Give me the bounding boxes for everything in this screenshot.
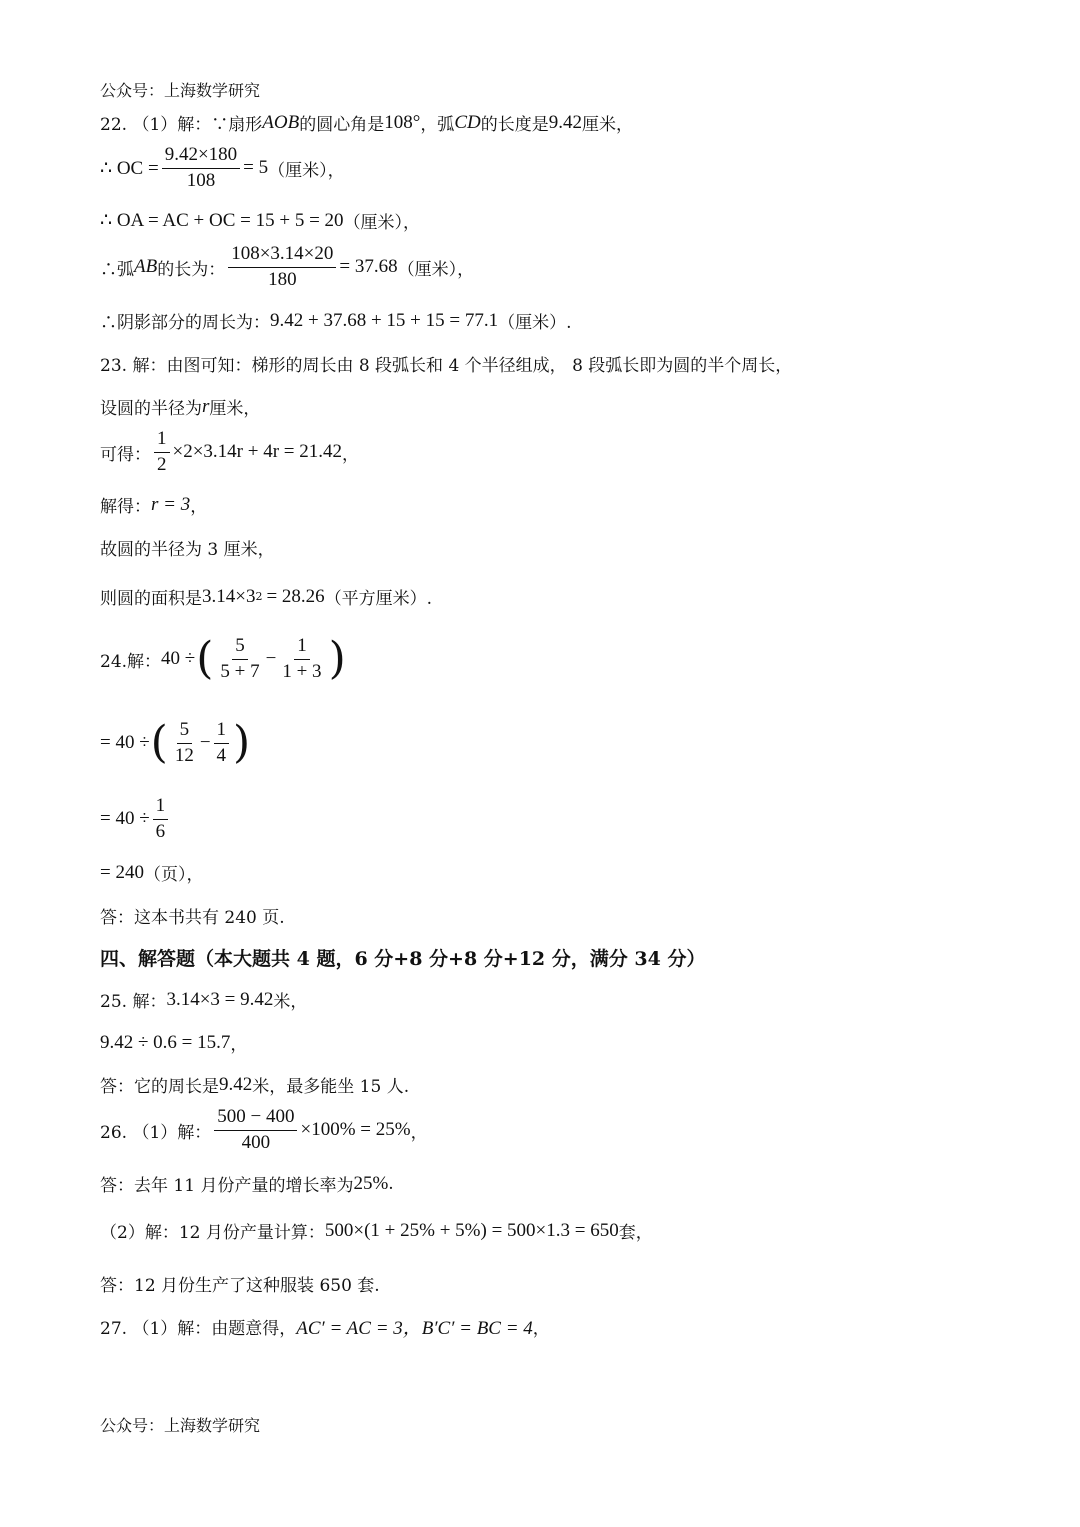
q27-line-1: 27. （1）解：由题意得， AC′ = AC = 3，B′C′ = BC = 4 ， (100, 1318, 550, 1339)
q26-line-2: 答：去年 11 月份产量的增长率为 25% . (100, 1172, 394, 1196)
q25-line-1: 25. 解： 3.14×3 = 9.42 米， (100, 988, 308, 1012)
q23-line-4: 解得： r = 3 ， (100, 493, 208, 517)
q22-line-3: ∴ OA = AC + OC = 15 + 5 = 20 （厘米）， (100, 210, 421, 233)
q24-line-3: = 40 ÷ $\frac{1}{6}$ (100, 795, 171, 844)
section-heading: 四、解答题（本大题共 4 题，6 分+8 分+8 分+12 分，满分 34 分） (100, 948, 706, 970)
q26-line-1: 26. （1）解： $\frac{500 - 400}{400}$ ×100% = 25% ， (100, 1106, 428, 1153)
q22-line-5: ∴阴影部分的周长为： 9.42 + 37.68 + 15 + 15 = 77.1 （厘米）. (100, 309, 572, 333)
page-footer: 公众号：上海数学研究 (100, 1416, 261, 1435)
q24-line-2: = 40 ÷ ( $\frac{5}{12}$ − $\frac{1}{4}$ ) (100, 717, 251, 769)
fraction: $\frac{5}{12}$ (174, 719, 194, 766)
q23-line-6: 则圆的面积是 3.14×3 2 = 28.26 （平方厘米）. (100, 585, 433, 609)
q22-line-4: ∴弧 AB 的长为： $\frac{108\times 3.14\times 20}{180}$ = 37.68 （厘米）， (100, 243, 475, 290)
q23-line-2: 设圆的半径为 r 厘米， (100, 395, 261, 419)
right-paren: ) (328, 633, 346, 685)
q23-line-3: 可得： $\frac{1}{2}$ ×2×3.14r + 4r = 21.42 ， (100, 428, 360, 475)
q22-line-1: 22. （1）解：∵扇形 AOB 的圆心角是 108° ，弧 CD 的长度是 9.42 厘米， (100, 111, 633, 135)
q22-line-2: ∴ OC = $\frac{9.42\times 180}{108}$ = 5 （厘米）， (100, 144, 345, 191)
fraction: $\frac{5}{5 + 7}$ (220, 635, 260, 682)
q24-line-1: 24.解： 40 ÷ ( $\frac{5}{5 + 7}$ − $\frac{1}{1 + 3}$ ) (100, 633, 346, 685)
q24-line-4: = 240 （页）， (100, 861, 204, 885)
fraction: $\frac{500 - 400}{400}$ (214, 1106, 297, 1155)
right-paren: ) (233, 717, 251, 769)
q23-line-5: 故圆的半径为 3 厘米， (100, 540, 275, 560)
page-header: 公众号：上海数学研究 (100, 81, 261, 100)
fraction: $\frac{108\times 3.14\times 20}{180}$ (228, 243, 336, 292)
left-paren: ( (196, 633, 214, 685)
q25-line-2: 9.42 ÷ 0.6 = 15.7 ， (100, 1031, 248, 1055)
fraction: $\frac{1}{1 + 3}$ (282, 635, 322, 682)
q24-line-5: 答：这本书共有 240 页. (100, 908, 285, 928)
fraction: $\frac{1}{2}$ (154, 428, 170, 477)
fraction: $\frac{9.42\times 180}{108}$ (162, 144, 240, 193)
fraction: $\frac{1}{4}$ (214, 719, 230, 768)
q26-line-3: （2）解：12 月份产量计算： 500×(1 + 25% + 5%) = 500×1.3 = 650 套， (100, 1219, 653, 1243)
q26-line-4: 答：12 月份生产了这种服装 650 套. (100, 1276, 380, 1296)
q23-line-1: 23. 解：由图可知：梯形的周长由 8 段弧长和 4 个半径组成， 8 段弧长即为圆的半个周长， (100, 356, 793, 376)
fraction: $\frac{1}{6}$ (153, 795, 169, 844)
q25-line-3: 答：它的周长是 9.42 米，最多能坐 15 人. (100, 1073, 410, 1097)
left-paren: ( (150, 717, 168, 769)
